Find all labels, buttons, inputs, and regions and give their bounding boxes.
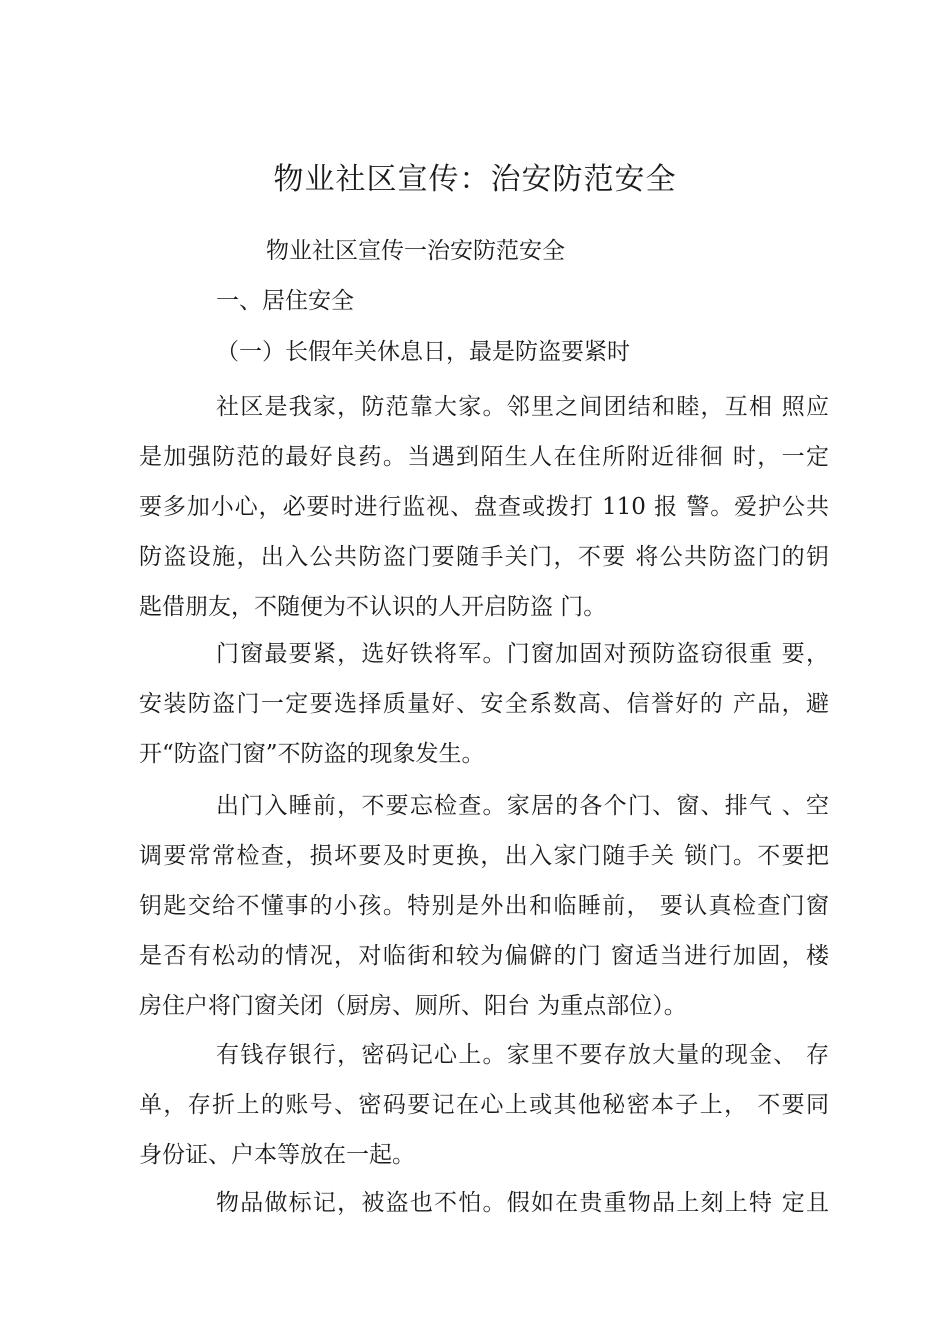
paragraph-line: 是否有松动的情况，对临街和较为偏僻的门 窗适当进行加固，楼 xyxy=(139,943,829,969)
paragraph-4 xyxy=(139,1030,829,1180)
paragraph-line: 调要常常检查，损坏要及时更换，出入家门随手关 锁门。不要把 xyxy=(139,843,829,869)
subsection-heading: （一）长假年关休息日，最是防盗要紧时 xyxy=(216,339,630,365)
paragraph-line: 钥匙交给不懂事的小孩。特别是外出和临睡前， 要认真检查门窗 xyxy=(139,893,829,919)
paragraph-line: 开“防盗门窗”不防盗的现象发生。 xyxy=(139,741,485,767)
paragraph-line: 身份证、户本等放在一起。 xyxy=(139,1142,415,1168)
paragraph-2 xyxy=(139,629,829,779)
paragraph-3 xyxy=(139,781,829,1031)
paragraph-5 xyxy=(139,1178,829,1228)
paragraph-line: 单，存折上的账号、密码要记在心上或其他秘密本子上， 不要同 xyxy=(139,1092,829,1118)
document-title: 物业社区宣传：治安防范安全 xyxy=(273,162,677,197)
paragraph-line: 安装防盗门一定要选择质量好、安全系数高、信誉好的 产品，避 xyxy=(139,691,829,717)
paragraph-line: 物品做标记，被盗也不怕。假如在贵重物品上刻上特 定且 xyxy=(216,1190,829,1216)
document-subtitle: 物业社区宣传一治安防范安全 xyxy=(266,238,565,264)
paragraph-line: 门窗最要紧，选好铁将军。门窗加固对预防盗窃很重 要， xyxy=(216,641,829,667)
paragraph-line: 防盗设施，出入公共防盗门要随手关门，不要 将公共防盗门的钥 xyxy=(139,544,829,570)
paragraph-line: 房住户将门窗关闭（厨房、厕所、阳台 为重点部位）。 xyxy=(139,993,687,1019)
paragraph-line: 有钱存银行，密码记心上。家里不要存放大量的现金、 存 xyxy=(216,1042,829,1068)
paragraph-line: 要多加小心，必要时进行监视、盘查或拨打 110 报 警。爱护公共 xyxy=(139,494,829,520)
paragraph-line: 是加强防范的最好良药。当遇到陌生人在住所附近徘徊 时，一定 xyxy=(139,444,829,470)
paragraph-line: 出门入睡前，不要忘检查。家居的各个门、窗、排气 、空 xyxy=(216,793,829,819)
paragraph-1 xyxy=(139,382,829,632)
paragraph-line: 匙借朋友，不随便为不认识的人开启防盗 门。 xyxy=(139,594,607,620)
paragraph-line: 社区是我家，防范靠大家。邻里之间团结和睦，互相 照应 xyxy=(216,394,829,420)
section-heading: 一、居住安全 xyxy=(216,288,354,314)
